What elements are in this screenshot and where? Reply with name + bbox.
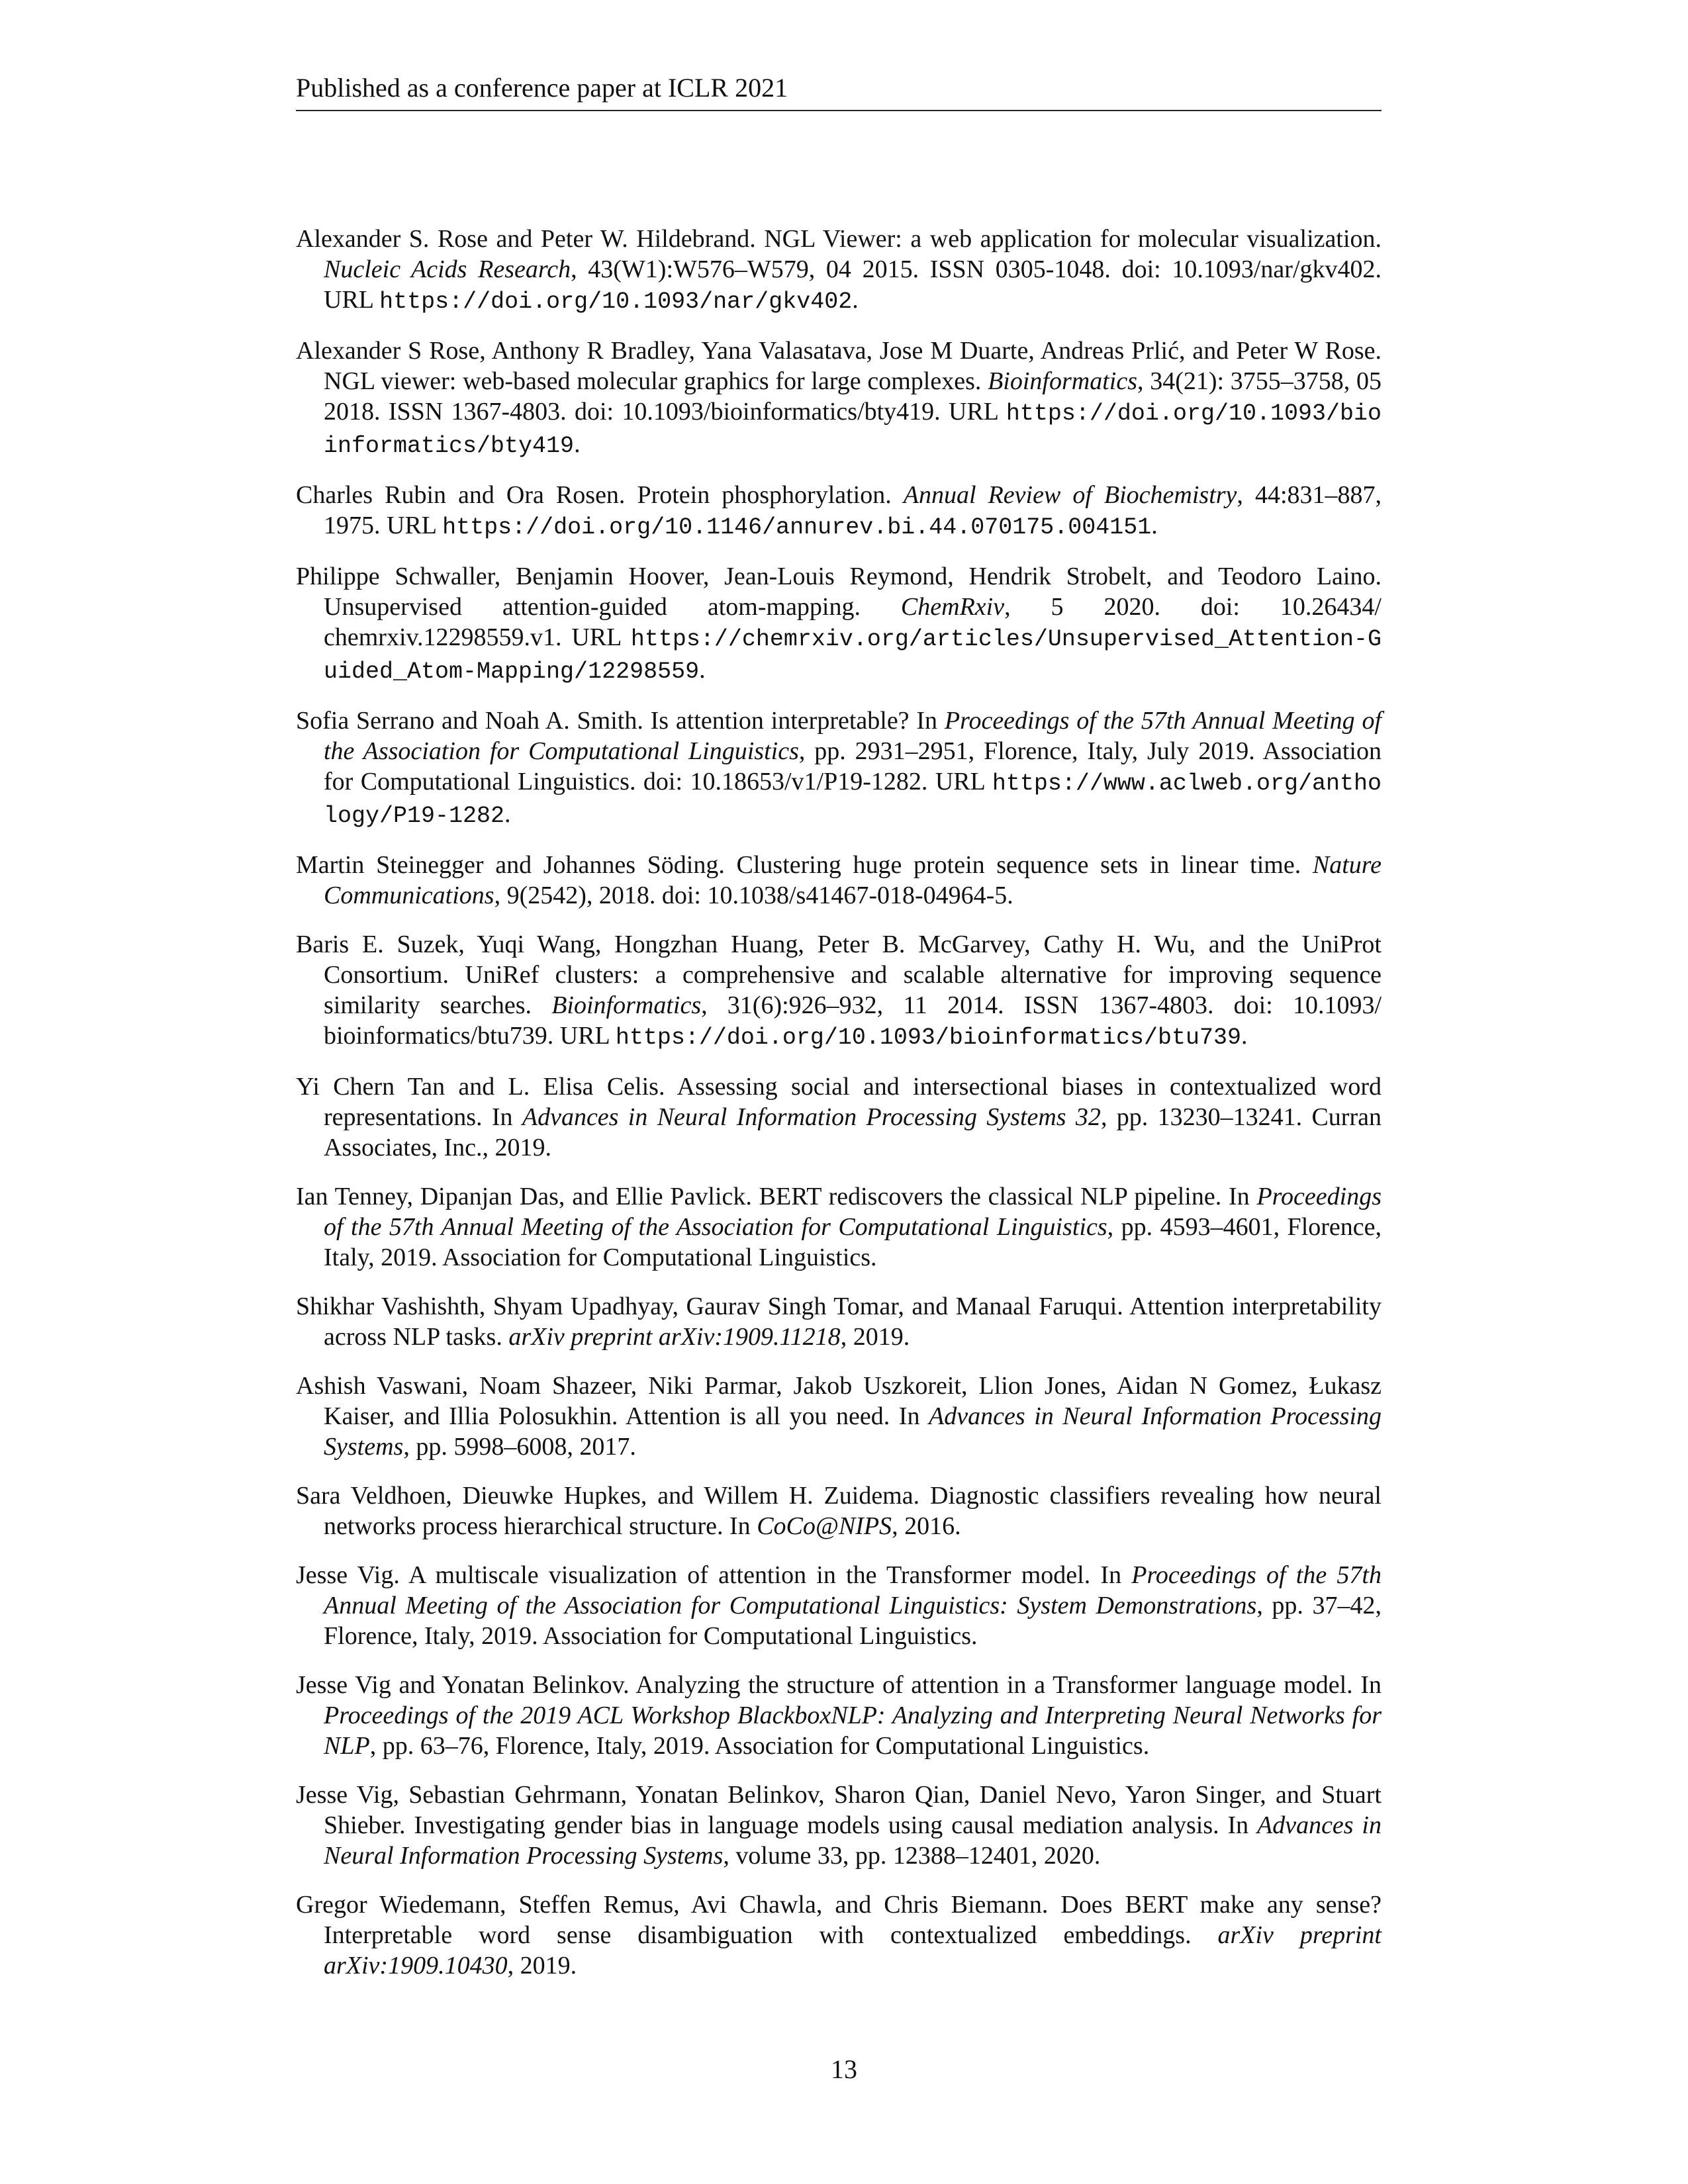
reference-end: . xyxy=(574,430,581,458)
reference-venue: CoCo@NIPS xyxy=(757,1512,892,1540)
reference-authors-title: Ian Tenney, Dipanjan Das, and Ellie Pavlick. BERT rediscovers the classical NLP pipeline. In xyxy=(296,1183,1257,1210)
reference-venue: Proceedings of the 57th Annual Meeting of the Association for Computational Linguistics xyxy=(324,1183,1382,1241)
reference-entry xyxy=(296,1560,1382,1651)
reference-end: . xyxy=(699,656,706,684)
reference-entry xyxy=(296,1291,1382,1352)
reference-url-link[interactable]: https://doi.org/10.1146/annurev.bi.44.070175.004151 xyxy=(442,514,1152,541)
reference-venue: Proceedings of the 57th Annual Meeting of the Association for Computational Linguistics: System Demonstrations xyxy=(324,1561,1382,1619)
reference-entry xyxy=(296,850,1382,911)
reference-entry xyxy=(296,929,1382,1053)
reference-details: , 43(W1):W576–W579, 04 2015. ISSN 0305-1048. doi: 10.1093/nar/gkv402. URL xyxy=(324,255,1382,314)
reference-venue: Proceedings of the 57th Annual Meeting of the Association for Computational Linguistics xyxy=(324,707,1382,765)
reference-url-link[interactable]: https://chemrxiv.org/articles/Unsupervised_Attention-Guided_Atom-Mapping/12298559 xyxy=(324,626,1382,685)
reference-venue: arXiv preprint arXiv:1909.10430 xyxy=(324,1921,1382,1979)
reference-url-link[interactable]: https://doi.org/10.1093/bioinformatics/bty419 xyxy=(324,400,1382,459)
reference-venue: arXiv preprint arXiv:1909.11218 xyxy=(508,1323,841,1351)
reference-entry xyxy=(296,1181,1382,1273)
page-number: 13 xyxy=(831,2054,857,2084)
reference-authors-title: Alexander S. Rose and Peter W. Hildebrand. NGL Viewer: a web application for molecular visualization. xyxy=(296,225,1382,253)
reference-authors-title: Gregor Wiedemann, Steffen Remus, Avi Chawla, and Chris Biemann. Does BERT make any sense? Interpretable word sense disambiguation with contextualized embeddings. xyxy=(296,1891,1382,1949)
reference-end: . xyxy=(1241,1022,1248,1050)
reference-end: . xyxy=(1151,512,1158,539)
reference-authors-title: Jesse Vig, Sebastian Gehrmann, Yonatan Belinkov, Sharon Qian, Daniel Nevo, Yaron Singer, and Stuart Shieber. Investigating gender bias in language models using causal mediation analysis. In xyxy=(296,1781,1382,1839)
reference-list xyxy=(296,224,1382,1999)
reference-authors-title: Shikhar Vashishth, Shyam Upadhyay, Gaurav Singh Tomar, and Manaal Faruqui. Attention interpretability across NLP tasks. xyxy=(296,1293,1382,1351)
reference-entry xyxy=(296,705,1382,831)
reference-venue: Nucleic Acids Research xyxy=(324,255,571,283)
reference-authors-title: Charles Rubin and Ora Rosen. Protein phosphorylation. xyxy=(296,481,904,509)
reference-url-link[interactable]: https://www.aclweb.org/anthology/P19-1282 xyxy=(324,770,1382,829)
reference-authors-title: Jesse Vig and Yonatan Belinkov. Analyzing the structure of attention in a Transformer language model. In xyxy=(296,1671,1382,1699)
reference-details: , pp. 2931–2951, Florence, Italy, July 2019. Association for Computational Linguistics. doi: 10.18653/v1/P19-1282. URL xyxy=(324,737,1382,796)
reference-venue: Advances in Neural Information Processing Systems 32 xyxy=(522,1103,1101,1131)
reference-authors-title: Baris E. Suzek, Yuqi Wang, Hongzhan Huang, Peter B. McGarvey, Cathy H. Wu, and the UniProt Consortium. UniRef clusters: a comprehensive and scalable alternative for improving sequence similarity searches. xyxy=(296,931,1382,1019)
reference-authors-title: Philippe Schwaller, Benjamin Hoover, Jean-Louis Reymond, Hendrik Strobelt, and Teodoro Laino. Unsupervised attention-guided atom-mapping. xyxy=(296,563,1382,621)
reference-authors-title: Ashish Vaswani, Noam Shazeer, Niki Parmar, Jakob Uszkoreit, Llion Jones, Aidan N Gomez, Łukasz Kaiser, and Illia Polosukhin. Attention is all you need. In xyxy=(296,1372,1382,1430)
reference-details: , pp. 37–42, Florence, Italy, 2019. Association for Computational Linguistics. xyxy=(324,1592,1382,1650)
reference-entry xyxy=(296,1480,1382,1541)
reference-entry xyxy=(296,480,1382,543)
reference-entry xyxy=(296,1670,1382,1761)
reference-url-link[interactable]: https://doi.org/10.1093/bioinformatics/btu739 xyxy=(615,1024,1241,1051)
reference-authors-title: Alexander S Rose, Anthony R Bradley, Yana Valasatava, Jose M Duarte, Andreas Prlić, and Peter W Rose. NGL viewer: web-based molecular graphics for large complexes. xyxy=(296,337,1382,395)
reference-venue: ChemRxiv xyxy=(900,593,1005,621)
reference-authors-title: Martin Steinegger and Johannes Söding. Clustering huge protein sequence sets in linear time. xyxy=(296,851,1313,879)
reference-details: , 9(2542), 2018. doi: 10.1038/s41467-018-04964-5. xyxy=(494,882,1013,909)
reference-venue: Nature Communications xyxy=(324,851,1382,909)
reference-entry xyxy=(296,1780,1382,1871)
reference-venue: Advances in Neural Information Processing Systems xyxy=(324,1811,1382,1870)
reference-details: , 2019. xyxy=(840,1323,910,1351)
running-header: Published as a conference paper at ICLR 2021 xyxy=(296,71,1382,111)
reference-url-link[interactable]: https://doi.org/10.1093/nar/gkv402 xyxy=(379,289,853,315)
reference-venue: Proceedings of the 2019 ACL Workshop BlackboxNLP: Analyzing and Interpreting Neural Networks for NLP xyxy=(324,1702,1382,1760)
reference-details: , pp. 13230–13241. Curran Associates, Inc., 2019. xyxy=(324,1103,1382,1161)
reference-authors-title: Sara Veldhoen, Dieuwke Hupkes, and Willem H. Zuidema. Diagnostic classifiers revealing how neural networks process hierarchical structure. In xyxy=(296,1482,1382,1540)
reference-details: , volume 33, pp. 12388–12401, 2020. xyxy=(723,1842,1101,1870)
reference-end: . xyxy=(504,800,511,828)
reference-details: , 2016. xyxy=(892,1512,961,1540)
reference-entry xyxy=(296,336,1382,461)
reference-authors-title: Jesse Vig. A multiscale visualization of attention in the Transformer model. In xyxy=(296,1561,1132,1589)
reference-authors-title: Sofia Serrano and Noah A. Smith. Is attention interpretable? In xyxy=(296,707,945,735)
reference-venue: Advances in Neural Information Processing Systems xyxy=(324,1402,1382,1461)
reference-venue: Bioinformatics xyxy=(551,991,702,1019)
reference-details: , 34(21): 3755–3758, 05 2018. ISSN 1367-4803. doi: 10.1093/bioinformatics/bty419. URL xyxy=(324,367,1382,426)
reference-entry xyxy=(296,561,1382,687)
reference-details: , 44:831–887, 1975. URL xyxy=(324,481,1382,539)
reference-entry xyxy=(296,224,1382,317)
reference-entry xyxy=(296,1371,1382,1462)
reference-venue: Annual Review of Biochemistry xyxy=(903,481,1237,509)
reference-details: , 2019. xyxy=(507,1952,577,1979)
reference-entry xyxy=(296,1889,1382,1981)
reference-details: , pp. 4593–4601, Florence, Italy, 2019. Association for Computational Linguistics. xyxy=(324,1213,1382,1271)
reference-details: , pp. 5998–6008, 2017. xyxy=(403,1433,636,1461)
reference-end: . xyxy=(852,286,859,314)
reference-authors-title: Yi Chern Tan and L. Elisa Celis. Assessing social and intersectional biases in contextualized word representations. In xyxy=(296,1073,1382,1131)
reference-details: , 31(6):926–932, 11 2014. ISSN 1367-4803. doi: 10.1093/ bioinformatics/btu739. URL xyxy=(324,991,1382,1050)
reference-details: , 5 2020. doi: 10.26434/ chemrxiv.12298559.v1. URL xyxy=(324,593,1382,651)
reference-entry xyxy=(296,1071,1382,1163)
reference-details: , pp. 63–76, Florence, Italy, 2019. Association for Computational Linguistics. xyxy=(369,1732,1150,1760)
reference-venue: Bioinformatics xyxy=(988,367,1137,395)
